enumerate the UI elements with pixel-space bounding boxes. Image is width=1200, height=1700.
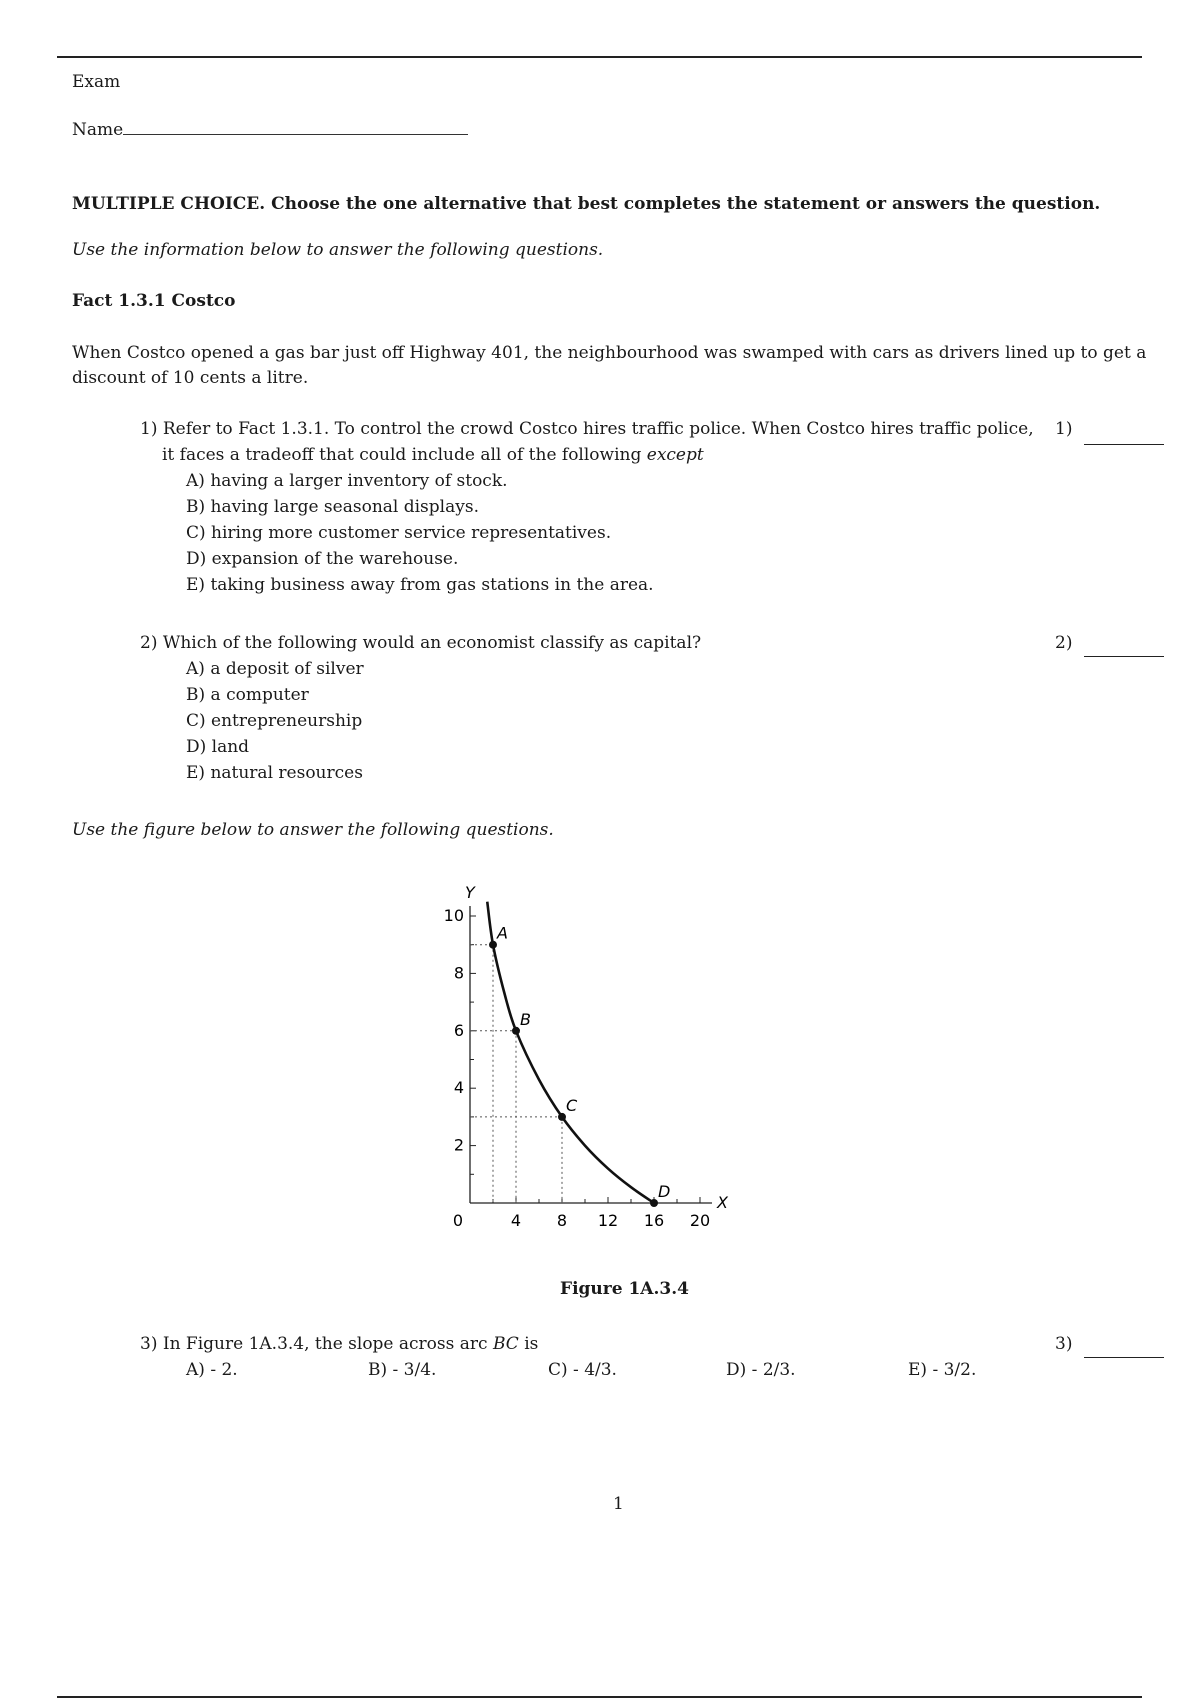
q2-number: 2) bbox=[1055, 633, 1073, 653]
figure-caption: Figure 1A.3.4 bbox=[560, 1279, 689, 1299]
y-tick-label: 2 bbox=[453, 1135, 464, 1155]
q1-answer-blank[interactable] bbox=[1084, 444, 1164, 445]
x-tick-label: 8 bbox=[556, 1211, 568, 1230]
point-d bbox=[650, 1199, 658, 1207]
point-label-d: D bbox=[658, 1182, 671, 1201]
q3-option-e: E) - 3/2. bbox=[908, 1360, 977, 1380]
point-label-c: C bbox=[566, 1095, 578, 1115]
y-tick-label: 4 bbox=[453, 1078, 464, 1098]
y-tick-label: 8 bbox=[453, 963, 464, 983]
name-label: Name bbox=[72, 120, 124, 140]
info-intro: Use the information below to answer the following questions. bbox=[72, 240, 604, 260]
point-label-a: A bbox=[497, 923, 508, 943]
figure-intro: Use the figure below to answer the following questions. bbox=[72, 820, 554, 840]
q3-option-d: D) - 2/3. bbox=[726, 1360, 796, 1380]
y-axis-label: Y bbox=[465, 883, 475, 902]
q3-number: 3) bbox=[1055, 1334, 1073, 1354]
curve-line bbox=[487, 902, 654, 1203]
q1-option-a: A) having a larger inventory of stock. bbox=[186, 471, 508, 491]
q1-line2-text: it faces a tradeoff that could include all of the following bbox=[162, 445, 647, 465]
q3-option-b: B) - 3/4. bbox=[368, 1360, 437, 1380]
x-tick-label: 12 bbox=[597, 1211, 619, 1230]
figure-chart bbox=[0, 870, 1200, 1230]
q3-text bbox=[140, 1334, 538, 1354]
q3-option-a: A) - 2. bbox=[186, 1360, 238, 1380]
top-rule bbox=[57, 56, 1142, 58]
q3-text-suffix: is bbox=[518, 1334, 539, 1354]
q2-text: 2) Which of the following would an economist classify as capital? bbox=[140, 633, 702, 653]
y-tick-label: 10 bbox=[443, 906, 464, 925]
page-number: 1 bbox=[613, 1494, 624, 1514]
x-tick-label: 20 bbox=[689, 1211, 711, 1230]
name-field bbox=[72, 120, 468, 140]
q2-option-e: E) natural resources bbox=[186, 763, 363, 783]
q2-answer-blank[interactable] bbox=[1084, 656, 1164, 657]
q1-option-d: D) expansion of the warehouse. bbox=[186, 549, 459, 569]
point-c bbox=[558, 1113, 566, 1121]
q1-number: 1) bbox=[1055, 419, 1073, 439]
point-b bbox=[512, 1027, 520, 1035]
exam-label: Exam bbox=[72, 72, 121, 92]
q1-option-e: E) taking business away from gas stations in the area. bbox=[186, 575, 654, 595]
q3-option-c: C) - 4/3. bbox=[548, 1360, 617, 1380]
q1-line2 bbox=[162, 445, 704, 465]
section-heading: MULTIPLE CHOICE. Choose the one alternative that best completes the statement or answers the question. bbox=[72, 194, 1101, 214]
y-tick-label: 6 bbox=[453, 1020, 464, 1040]
fact-text: When Costco opened a gas bar just off Highway 401, the neighbourhood was swamped with cars as drivers lined up to get a discount of 10 cents a litre. bbox=[72, 343, 1147, 388]
point-label-b: B bbox=[520, 1009, 531, 1029]
q2-option-a: A) a deposit of silver bbox=[186, 659, 364, 679]
q1-option-c: C) hiring more customer service representatives. bbox=[186, 523, 612, 543]
x-axis-label: X bbox=[717, 1193, 728, 1212]
q3-arc-label: BC bbox=[492, 1334, 519, 1354]
bottom-rule bbox=[57, 1696, 1142, 1698]
q2-option-c: C) entrepreneurship bbox=[186, 711, 363, 731]
q2-option-d: D) land bbox=[186, 737, 250, 757]
q3-answer-blank[interactable] bbox=[1084, 1357, 1164, 1358]
x-tick-label: 16 bbox=[643, 1211, 665, 1230]
q2-option-b: B) a computer bbox=[186, 685, 309, 705]
q3-text-prefix: 3) In Figure 1A.3.4, the slope across arc bbox=[140, 1334, 493, 1354]
q1-except: except bbox=[646, 445, 704, 465]
x-tick-label: 4 bbox=[510, 1211, 522, 1230]
q1-line1: 1) Refer to Fact 1.3.1. To control the crowd Costco hires traffic police. When Costco hires traffic police, bbox=[140, 419, 1034, 439]
point-a bbox=[489, 941, 497, 949]
fact-title: Fact 1.3.1 Costco bbox=[72, 291, 236, 311]
q1-option-b: B) having large seasonal displays. bbox=[186, 497, 479, 517]
x-tick-label: 0 bbox=[452, 1211, 464, 1230]
name-blank-line bbox=[123, 120, 468, 135]
